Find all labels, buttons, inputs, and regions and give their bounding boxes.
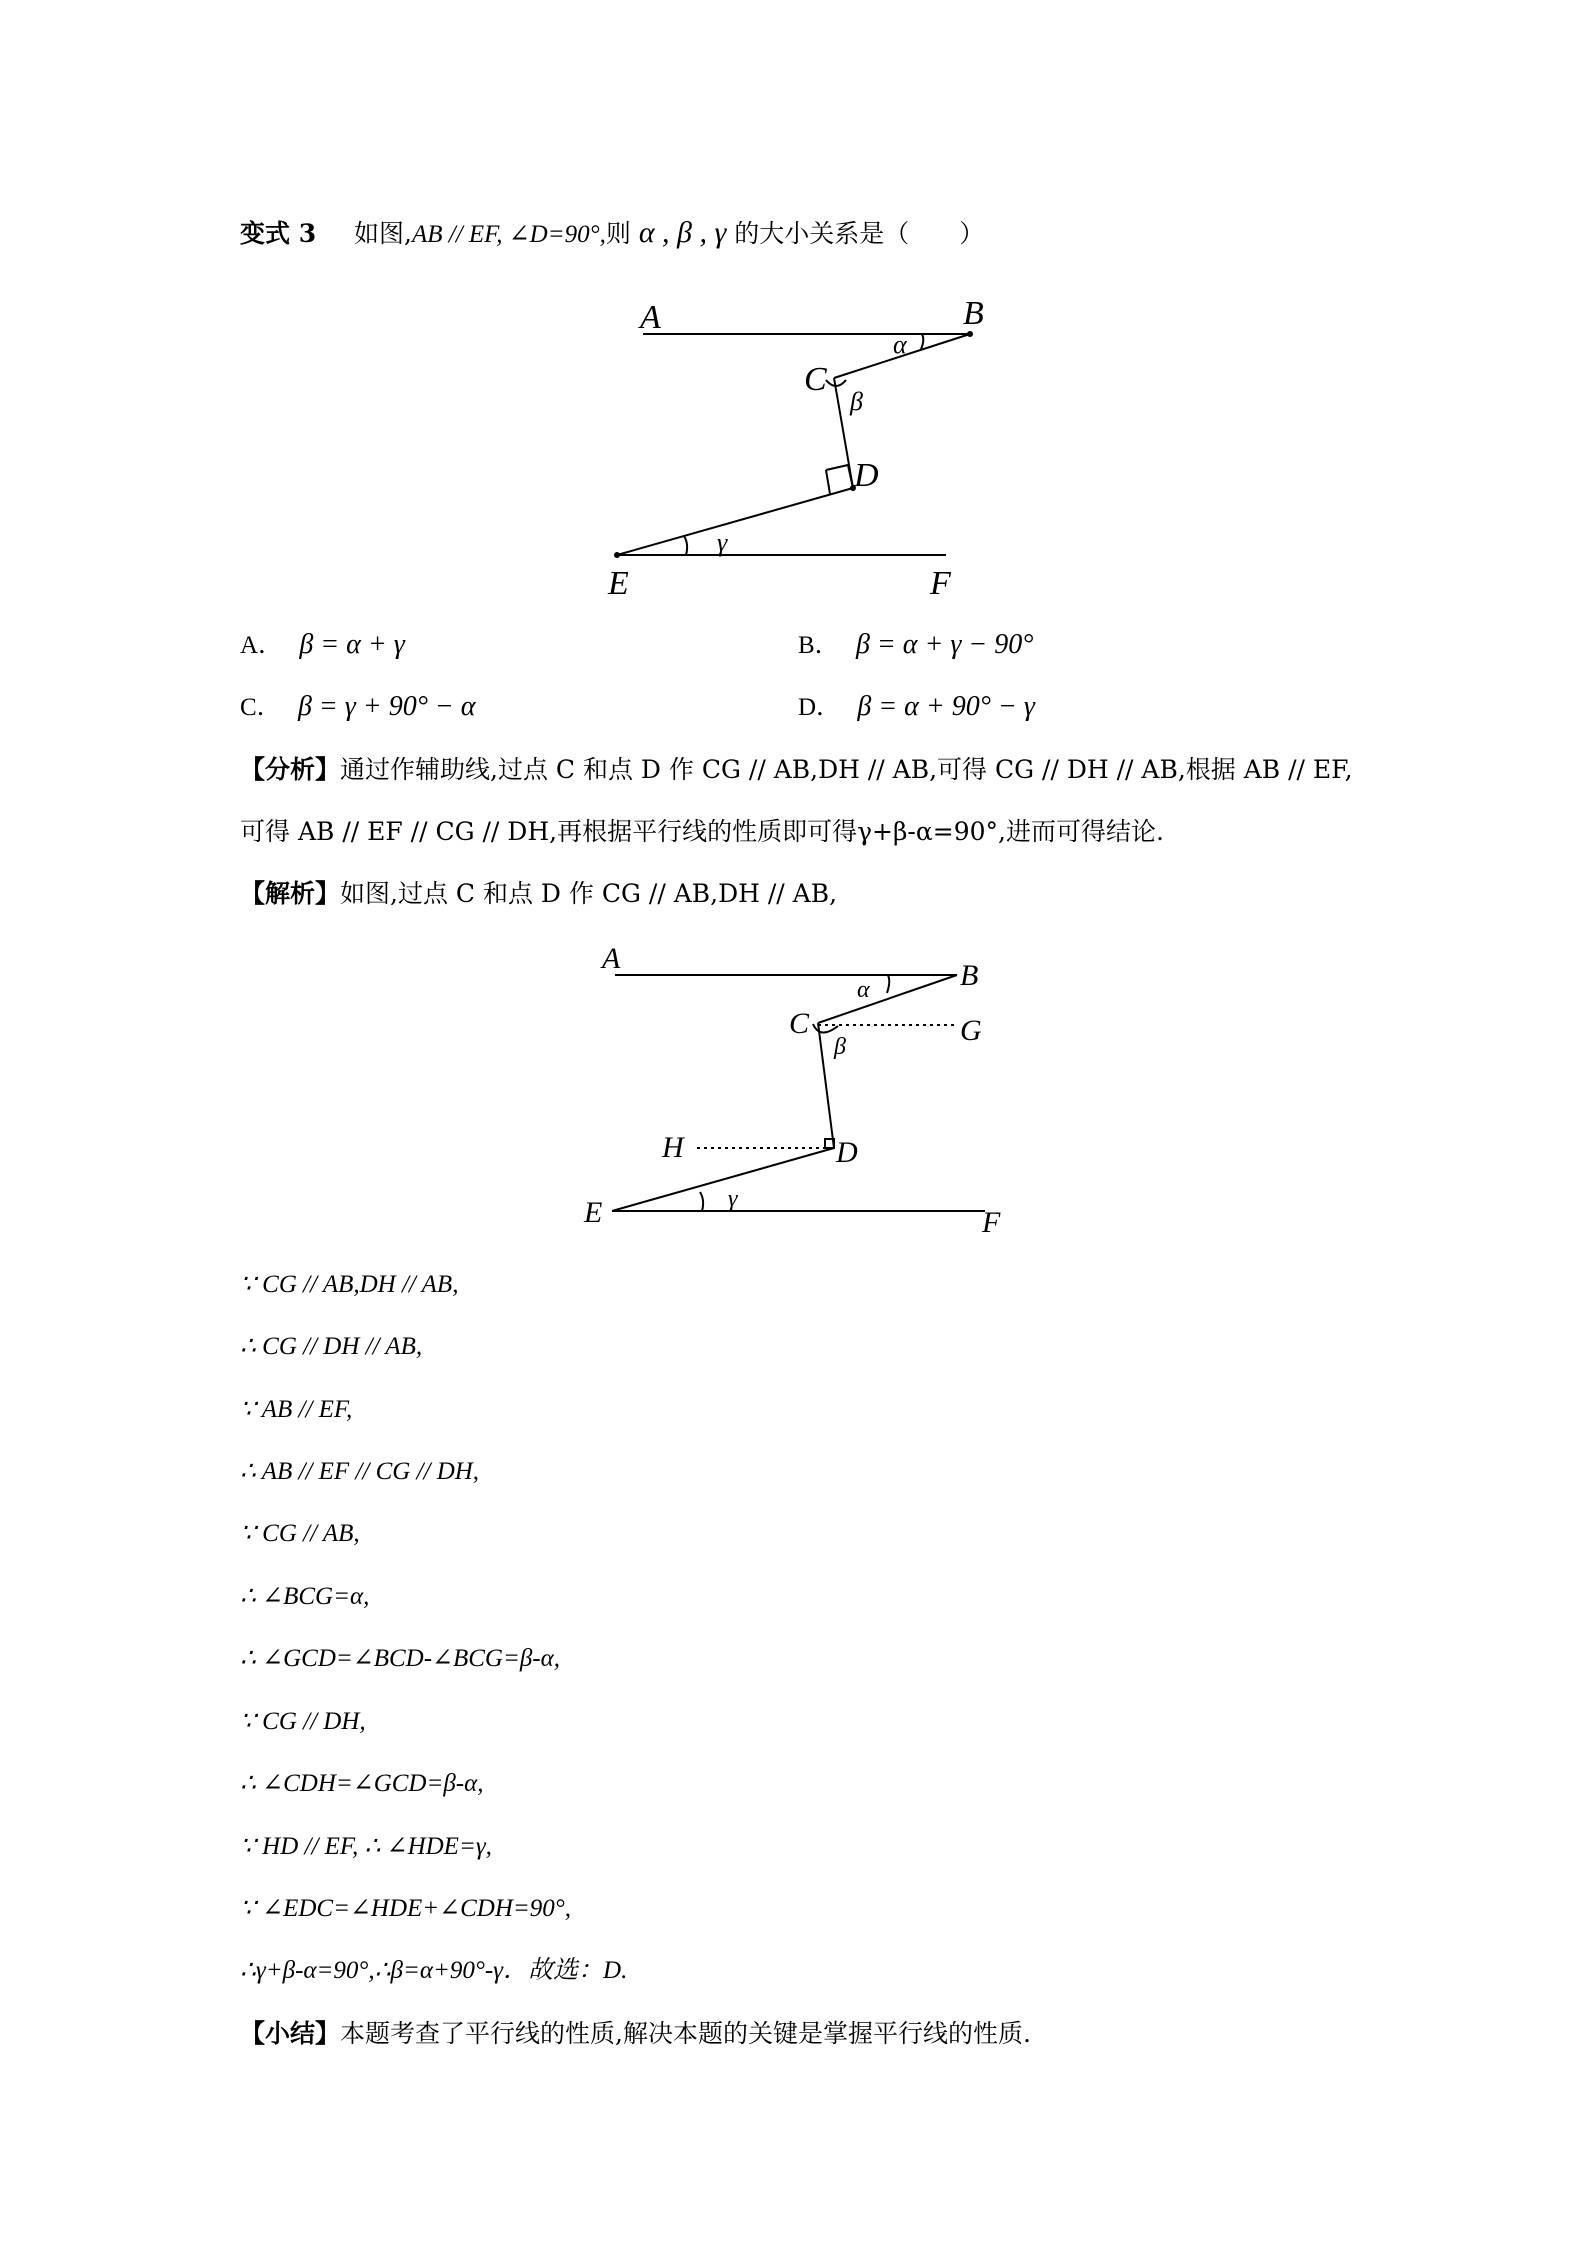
analysis-head: 【分析】: [240, 755, 341, 784]
fig2-alpha: α: [857, 977, 870, 1003]
step-9: ∴ ∠CDH=∠GCD=β-α,: [240, 1770, 484, 1797]
fig2-label-e: E: [584, 1196, 603, 1229]
step-7: ∴ ∠GCD=∠BCD-∠BCG=β-α,: [240, 1645, 560, 1672]
fig1-label-f: F: [930, 565, 951, 602]
option-d: D． β = α + 90° − γ: [798, 691, 1035, 722]
step-2: ∴ CG // DH // AB,: [240, 1333, 423, 1360]
step-6: ∴ ∠BCG=α,: [240, 1583, 370, 1610]
fig2-label-a: A: [602, 942, 621, 975]
fig1-gamma: γ: [717, 528, 728, 557]
fig2-label-f: F: [982, 1206, 1001, 1239]
fig2-label-d: D: [836, 1136, 858, 1169]
problem-label: 变式 3: [240, 219, 317, 248]
step-1: ∵ CG // AB,DH // AB,: [240, 1271, 459, 1298]
figure-1: [0, 0, 1587, 620]
option-a: A． β = α + γ: [240, 629, 405, 660]
solution-intro: 【解析】如图,过点 C 和点 D 作 CG // AB,DH // AB,: [240, 879, 838, 908]
problem-text-b: AB // EF, ∠D=90°,: [411, 221, 606, 248]
fig1-label-c: C: [804, 361, 827, 398]
option-b: B． β = α + γ − 90°: [798, 629, 1034, 660]
step-3: ∵ AB // EF,: [240, 1396, 353, 1423]
analysis-line-2: 可得 AB // EF // CG // DH,再根据平行线的性质即可得γ+β-α=90°,进而可得结论.: [240, 817, 1164, 846]
solution-head: 【解析】: [240, 879, 341, 908]
fig1-alpha: α: [893, 330, 907, 359]
problem-text-e: 的大小关系是（ ）: [734, 219, 985, 248]
fig1-label-b: B: [963, 295, 984, 332]
step-12: ∴γ+β-α=90°,∴β=α+90°-γ．故选：D.: [240, 1957, 628, 1984]
fig2-gamma: γ: [728, 1186, 738, 1212]
fig2-label-c: C: [789, 1007, 810, 1040]
fig2-label-b: B: [960, 959, 979, 992]
summary-head: 【小结】: [240, 2019, 341, 2048]
problem-text-d: α , β , γ: [638, 216, 727, 249]
fig1-beta: β: [850, 387, 863, 416]
step-5: ∵ CG // AB,: [240, 1520, 360, 1547]
figure-2: [0, 930, 1587, 1250]
fig1-label-e: E: [608, 565, 629, 602]
fig2-label-h: H: [662, 1131, 684, 1164]
step-4: ∴ AB // EF // CG // DH,: [240, 1458, 480, 1485]
fig1-label-a: A: [640, 299, 661, 336]
option-c: C． β = γ + 90° − α: [240, 691, 476, 722]
fig1-label-d: D: [854, 457, 879, 494]
problem-text-c: 则: [605, 219, 631, 248]
fig2-beta: β: [834, 1034, 846, 1060]
step-11: ∵ ∠EDC=∠HDE+∠CDH=90°,: [240, 1895, 572, 1922]
summary-line: 【小结】本题考查了平行线的性质,解决本题的关键是掌握平行线的性质.: [240, 2019, 1031, 2048]
analysis-line-1: 【分析】通过作辅助线,过点 C 和点 D 作 CG // AB,DH // AB,可得 CG // DH // AB,根据 AB // EF,: [240, 755, 1353, 784]
step-8: ∵ CG // DH,: [240, 1708, 366, 1735]
fig2-label-g: G: [960, 1014, 982, 1047]
problem-text-a: 如图,: [354, 219, 412, 248]
step-10: ∵ HD // EF, ∴ ∠HDE=γ,: [240, 1833, 492, 1860]
